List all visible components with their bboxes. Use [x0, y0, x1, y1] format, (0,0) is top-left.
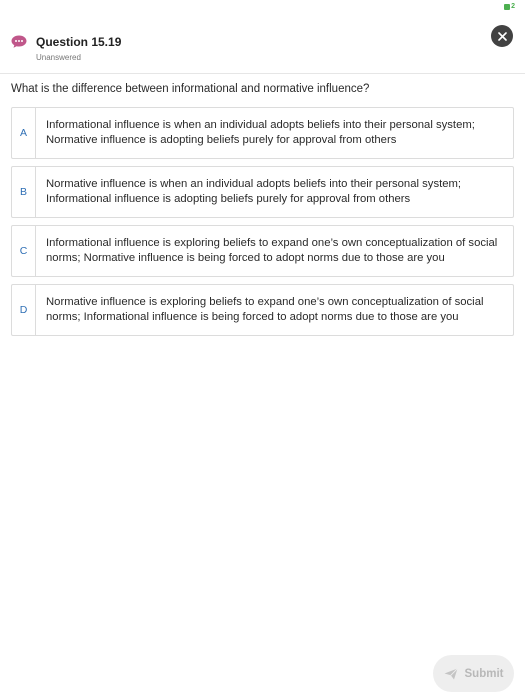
chat-bubble-icon	[11, 35, 27, 48]
answer-status: Unanswered	[36, 53, 81, 62]
submit-label: Submit	[464, 667, 504, 680]
close-icon	[498, 32, 507, 41]
option-d[interactable]	[11, 284, 514, 336]
status-count: 2	[511, 3, 515, 10]
status-indicator	[504, 3, 515, 10]
send-icon	[444, 668, 458, 680]
option-text: Informational influence is when an individual adopts beliefs into their personal system; Normative influence is adopting beliefs purely for approval from others	[46, 119, 475, 146]
question-header	[0, 24, 525, 74]
option-letter: B	[12, 167, 36, 217]
option-c[interactable]	[11, 225, 514, 277]
answer-options	[11, 107, 514, 343]
option-text: Normative influence is when an individual adopts beliefs into their personal system; Informational influence is adopting beliefs purely for approval from others	[46, 178, 462, 205]
option-text: Informational influence is exploring beliefs to expand one’s own conceptualization of social norms; Normative influence is being forced to adopt norms due to those are you	[46, 237, 498, 264]
close-button[interactable]	[491, 25, 513, 47]
question-title: Question 15.19	[36, 35, 122, 49]
option-letter: A	[12, 108, 36, 158]
option-a[interactable]	[11, 107, 514, 159]
option-text: Normative influence is exploring beliefs to expand one’s own conceptualization of social norms; Informational influence is being forced to adopt norms due to those are you	[46, 296, 484, 323]
option-b[interactable]	[11, 166, 514, 218]
question-text: What is the difference between informational and normative influence?	[11, 83, 370, 95]
battery-icon	[504, 4, 510, 10]
option-letter: D	[12, 285, 36, 335]
submit-button[interactable]	[433, 655, 514, 692]
option-letter: C	[12, 226, 36, 276]
